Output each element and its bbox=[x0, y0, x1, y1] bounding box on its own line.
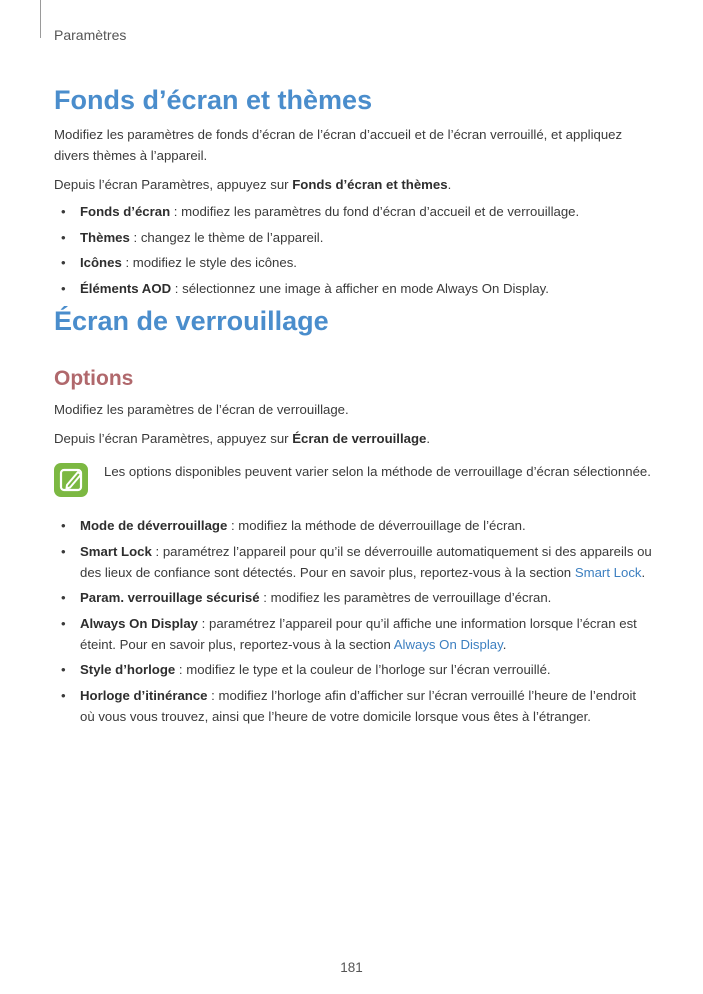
bullet: • bbox=[61, 687, 66, 703]
list-item bbox=[54, 659, 654, 680]
header-label: Paramètres bbox=[54, 27, 127, 43]
wallpapers-path bbox=[54, 174, 654, 195]
note-box bbox=[54, 461, 654, 503]
path-suffix: . bbox=[447, 177, 452, 192]
list-item bbox=[54, 515, 654, 536]
bullet: • bbox=[61, 204, 66, 219]
list-item bbox=[54, 587, 654, 608]
path-suffix: . bbox=[426, 431, 431, 446]
list-item bbox=[54, 252, 654, 273]
bullet: • bbox=[61, 662, 66, 677]
wallpapers-intro: Modifiez les paramètres de fonds d’écran de l’écran d’accueil et de l’écran verrouillé, et appliquez divers thèmes à l’appareil. bbox=[54, 127, 623, 163]
header-rule bbox=[40, 0, 41, 38]
item-term: Icônes bbox=[80, 255, 122, 270]
item-desc: : sélectionnez une image à afficher en mode Always On Display. bbox=[171, 280, 549, 296]
path-prefix: Depuis l’écran Paramètres, appuyez sur bbox=[54, 431, 293, 446]
lock-options-list bbox=[54, 515, 654, 727]
page-content bbox=[54, 82, 654, 731]
item-tail: . bbox=[641, 564, 646, 580]
item-term: Style d’horloge bbox=[80, 662, 176, 677]
list-item bbox=[54, 613, 654, 655]
item-term: Thèmes bbox=[80, 229, 130, 245]
item-term: Smart Lock bbox=[80, 543, 152, 559]
lock-intro: Modifiez les paramètres de l’écran de verrouillage. bbox=[54, 402, 349, 417]
item-desc: : modifiez le type et la couleur de l’horloge sur l’écran verrouillé. bbox=[175, 662, 551, 677]
wallpapers-options-list bbox=[54, 201, 654, 299]
item-desc: : modifiez le style des icônes. bbox=[121, 255, 297, 270]
item-term: Éléments AOD bbox=[80, 280, 172, 296]
bullet: • bbox=[61, 229, 66, 245]
item-desc: : changez le thème de l’appareil. bbox=[129, 229, 324, 245]
item-term: Always On Display bbox=[80, 615, 198, 631]
bullet: • bbox=[61, 518, 66, 533]
section-title-wallpapers: Fonds d’écran et thèmes bbox=[54, 85, 373, 115]
item-desc: : paramétrez l’appareil pour qu’il se déverrouille automatiquement si des appareils ou des lieux de confiance sont détectés. Pour en savoir plus, reportez-vous à la section bbox=[80, 543, 652, 580]
note-text: Les options disponibles peuvent varier selon la méthode de verrouillage d’écran sélectionnée. bbox=[104, 464, 651, 479]
item-desc: : modifiez les paramètres de verrouillage d’écran. bbox=[259, 590, 552, 605]
list-item bbox=[54, 541, 654, 583]
path-target: Fonds d’écran et thèmes bbox=[292, 177, 448, 192]
list-item bbox=[54, 278, 654, 299]
item-term: Horloge d’itinérance bbox=[80, 687, 208, 703]
bullet: • bbox=[61, 543, 66, 559]
item-desc: : modifiez l’horloge afin d’afficher sur l’écran verrouillé l’heure de l’endroit où vous vous trouvez, ainsi que l’heure de votre domicile lorsque vous êtes à l’étranger. bbox=[80, 687, 637, 724]
lock-path bbox=[54, 428, 654, 449]
item-term: Param. verrouillage sécurisé bbox=[80, 590, 260, 605]
path-target: Écran de verrouillage bbox=[292, 431, 427, 446]
path-prefix: Depuis l’écran Paramètres, appuyez sur bbox=[54, 177, 293, 192]
item-desc: : paramétrez l’appareil pour qu’il affiche une information lorsque l’écran est éteint. Pour en savoir plus, reportez-vous à la section bbox=[80, 615, 637, 652]
list-item bbox=[54, 227, 654, 248]
bullet: • bbox=[61, 615, 66, 631]
section-title-lock-screen: Écran de verrouillage bbox=[54, 306, 329, 336]
page-number: 181 bbox=[340, 960, 363, 975]
item-desc: : modifiez les paramètres du fond d’écran d’accueil et de verrouillage. bbox=[170, 204, 580, 219]
item-term: Fonds d’écran bbox=[80, 204, 171, 219]
item-tail: . bbox=[502, 636, 507, 652]
bullet: • bbox=[61, 280, 66, 296]
bullet: • bbox=[61, 255, 66, 270]
subsection-title-options: Options bbox=[54, 367, 134, 390]
list-item bbox=[54, 685, 654, 727]
list-item bbox=[54, 201, 654, 222]
item-desc: : modifiez la méthode de déverrouillage de l’écran. bbox=[227, 518, 526, 533]
always-on-display-link[interactable]: Always On Display bbox=[393, 636, 503, 652]
smart-lock-link[interactable]: Smart Lock bbox=[574, 564, 642, 580]
pencil-note-icon bbox=[54, 463, 88, 497]
bullet: • bbox=[61, 590, 66, 605]
item-term: Mode de déverrouillage bbox=[80, 518, 228, 533]
